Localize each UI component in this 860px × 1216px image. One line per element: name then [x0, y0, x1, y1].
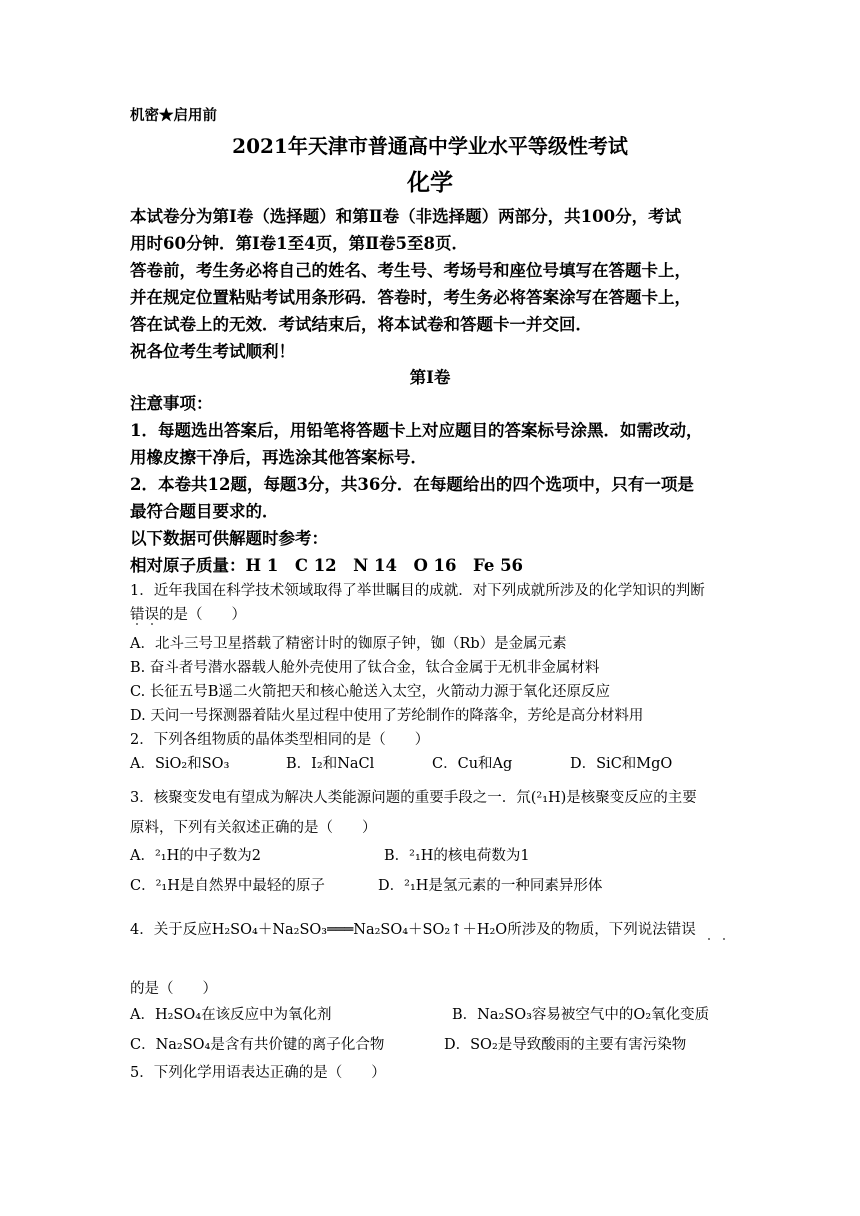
question-3-stem-cont: 原料，下列有关叙述正确的是（ ）	[130, 820, 377, 836]
question-3-option-b: B．²₁H的核电荷数为1	[384, 848, 530, 864]
question-4-option-a: A．H₂SO₄在该反应中为氧化剂	[130, 1007, 332, 1023]
emphasis-dot	[151, 623, 153, 625]
intro-line: 答卷前，考生务必将自己的姓名、考生号、考场号和座位号填写在答题卡上，	[130, 261, 691, 280]
question-3-option-c: C．²₁H是自然界中最轻的原子	[130, 878, 325, 894]
emphasis-dot	[136, 623, 138, 625]
question-1-stem: 1．近年我国在科学技术领域取得了举世瞩目的成就．对下列成就所涉及的化学知识的判断	[130, 583, 705, 599]
intro-line: 祝各位考生考试顺利！	[130, 342, 295, 361]
question-1-option-c: C. 长征五号B遥二火箭把天和核心舱送入太空，火箭动力源于氧化还原反应	[130, 684, 610, 700]
emphasis-dot	[723, 938, 725, 940]
question-4-stem: 4．关于反应H₂SO₄＋Na₂SO₃═══Na₂SO₄＋SO₂↑＋H₂O所涉及的物质，下列说法错误	[130, 922, 696, 938]
question-3-option-a: A．²₁H的中子数为2	[130, 848, 261, 864]
question-4-stem-cont: 的是（ ）	[130, 981, 217, 997]
subject-title: 化学	[407, 169, 453, 196]
notes-item: 以下数据可供解题时参考：	[130, 529, 328, 548]
question-1-option-a: A．北斗三号卫星搭载了精密计时的铷原子钟，铷（Rb）是金属元素	[130, 636, 567, 652]
question-3-stem: 3．核聚变发电有望成为解决人类能源问题的重要手段之一．氘(²₁H)是核聚变反应的主要	[130, 790, 697, 806]
notes-item: 用橡皮擦干净后，再选涂其他答案标号．	[130, 448, 427, 467]
question-1-option-d: D. 天问一号探测器着陆火星过程中使用了芳纶制作的降落伞，芳纶是高分材料用	[130, 708, 644, 724]
question-2-option-c: C．Cu和Ag	[432, 756, 513, 772]
question-3-option-d: D．²₁H是氢元素的一种同素异形体	[378, 878, 603, 894]
confidential-label: 机密★启用前	[130, 107, 217, 124]
notes-item: 最符合题目要求的．	[130, 502, 279, 521]
intro-line: 本试卷分为第Ⅰ卷（选择题）和第Ⅱ卷（非选择题）两部分，共100分，考试	[130, 207, 682, 226]
intro-line: 用时60分钟．第Ⅰ卷1至4页，第Ⅱ卷5至8页．	[130, 234, 469, 253]
question-4-option-b: B．Na₂SO₃容易被空气中的O₂氧化变质	[452, 1007, 710, 1023]
notes-item: 1．每题选出答案后，用铅笔将答题卡上对应题目的答案标号涂黑．如需改动，	[130, 421, 703, 440]
question-5-stem: 5．下列化学用语表达正确的是（ ）	[130, 1065, 386, 1081]
notes-heading: 注意事项：	[130, 394, 213, 413]
section-title: 第Ⅰ卷	[409, 368, 451, 387]
question-1-stem-cont: 错误的是（ ）	[130, 607, 246, 623]
intro-line: 并在规定位置粘贴考试用条形码．答卷时，考生务必将答案涂写在答题卡上，	[130, 288, 691, 307]
atomic-mass-line: 相对原子质量：H 1 C 12 N 14 O 16 Fe 56	[130, 556, 524, 575]
question-1-option-b: B. 奋斗者号潜水器载人舱外壳使用了钛合金，钛合金属于无机非金属材料	[130, 660, 600, 676]
question-4-option-d: D．SO₂是导致酸雨的主要有害污染物	[444, 1037, 687, 1053]
exam-title: 2021年天津市普通高中学业水平等级性考试	[232, 134, 628, 158]
question-4-option-c: C．Na₂SO₄是含有共价键的离子化合物	[130, 1037, 385, 1053]
question-2-stem: 2．下列各组物质的晶体类型相同的是（ ）	[130, 732, 430, 748]
question-2-option-d: D．SiC和MgO	[570, 756, 673, 772]
question-2-option-a: A．SiO₂和SO₃	[130, 756, 230, 772]
intro-line: 答在试卷上的无效．考试结束后，将本试卷和答题卡一并交回．	[130, 315, 592, 334]
emphasis-dot	[708, 938, 710, 940]
question-2-option-b: B．I₂和NaCl	[286, 756, 375, 772]
notes-item: 2．本卷共12题，每题3分，共36分．在每题给出的四个选项中，只有一项是	[130, 475, 694, 494]
